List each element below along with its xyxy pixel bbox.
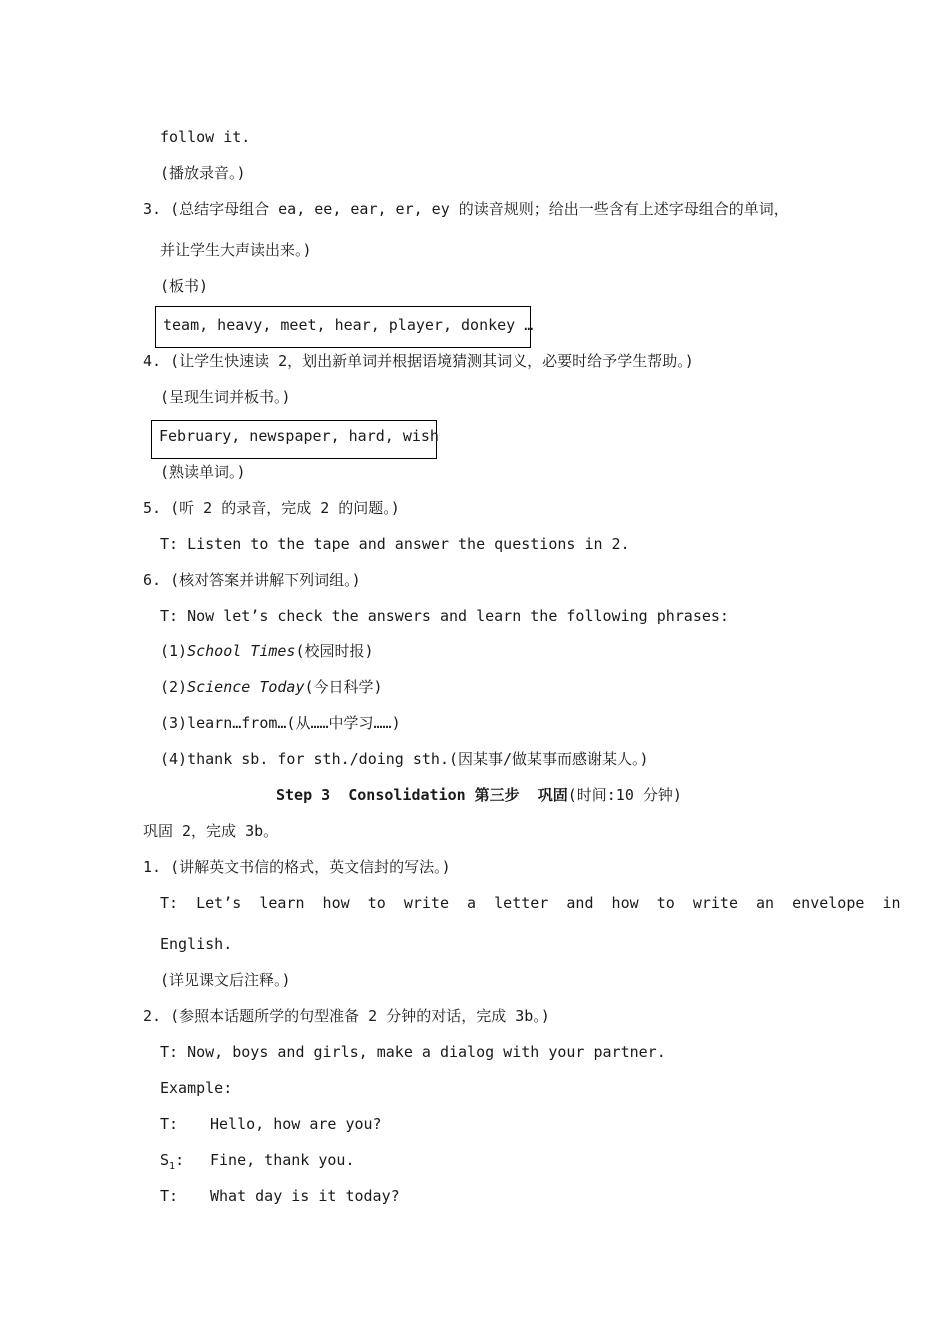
text-line: 并让学生大声读出来。) [160,241,312,259]
phrase-title: School Times [187,642,296,660]
teacher-line: T: Listen to the tape and answer the questions in 2. [160,535,630,553]
list-item-5: 5. (听 2 的录音，完成 2 的问题。) [143,499,400,517]
text-line: (熟读单词。) [160,463,246,481]
step-title: Step 3 Consolidation 第三步 巩固 [276,786,568,804]
dialog-speaker: T: [160,1187,179,1205]
example-label: Example: [160,1079,233,1097]
text-line: (呈现生词并板书。) [160,388,291,406]
phrase-number: (1) [160,642,188,660]
text-line: 巩固 2，完成 3b。 [143,822,279,840]
dialog-line: Hello, how are you? [210,1115,382,1133]
phrase-translation: (今日科学) [304,678,383,696]
speaker-letter: S [160,1151,170,1169]
list-item-6: 6. (核对答案并讲解下列词组。) [143,571,361,589]
phrase-3: (3)learn…from…(从……中学习……) [160,714,401,732]
teacher-line: T: Now, boys and girls, make a dialog with your partner. [160,1043,666,1061]
new-words: February, newspaper, hard, wish [159,427,439,445]
phrase-number: (2) [160,678,188,696]
dialog-line: What day is it today? [210,1187,400,1205]
teacher-line: T: Now let’s check the answers and learn the following phrases: [160,607,729,625]
speaker-subscript: 1 [169,1161,176,1172]
phrase-title: Science Today [187,678,305,696]
list-item-4: 4. (让学生快速读 2，划出新单词并根据语境猜测其词义，必要时给予学生帮助。) [143,352,694,370]
text-line: (详见课文后注释。) [160,971,291,989]
phrase-translation: (校园时报) [295,642,374,660]
dialog-speaker: T: [160,1115,179,1133]
text-line: follow it. [160,128,251,146]
phrase-4: (4)thank sb. for sth./doing sth.(因某事/做某事而感谢某人。) [160,750,649,768]
phrase-2 [160,677,383,697]
teacher-line: T: Let’s learn how to write a letter and how to write an envelope in [160,894,901,912]
speaker-colon: : [175,1151,185,1169]
step-time: (时间:10 分钟) [567,786,682,804]
text-line: (板书) [160,277,209,295]
phrase-1 [160,641,374,661]
step-heading [276,785,682,805]
list-item-3: 3. (总结字母组合 ea, ee, ear, er, ey 的读音规则；给出一些含有上述字母组合的单词， [143,200,789,218]
dialog-speaker [160,1150,184,1177]
text-line: English. [160,935,233,953]
new-words-box [151,420,437,459]
blackboard-words: team, heavy, meet, hear, player, donkey … [163,316,534,334]
dialog-line: Fine, thank you. [210,1151,355,1169]
text-line: (播放录音。) [160,164,246,182]
list-item-1: 1. (讲解英文书信的格式，英文信封的写法。) [143,858,451,876]
blackboard-box [155,306,534,348]
list-item-2: 2. (参照本话题所学的句型准备 2 分钟的对话，完成 3b。) [143,1007,550,1025]
